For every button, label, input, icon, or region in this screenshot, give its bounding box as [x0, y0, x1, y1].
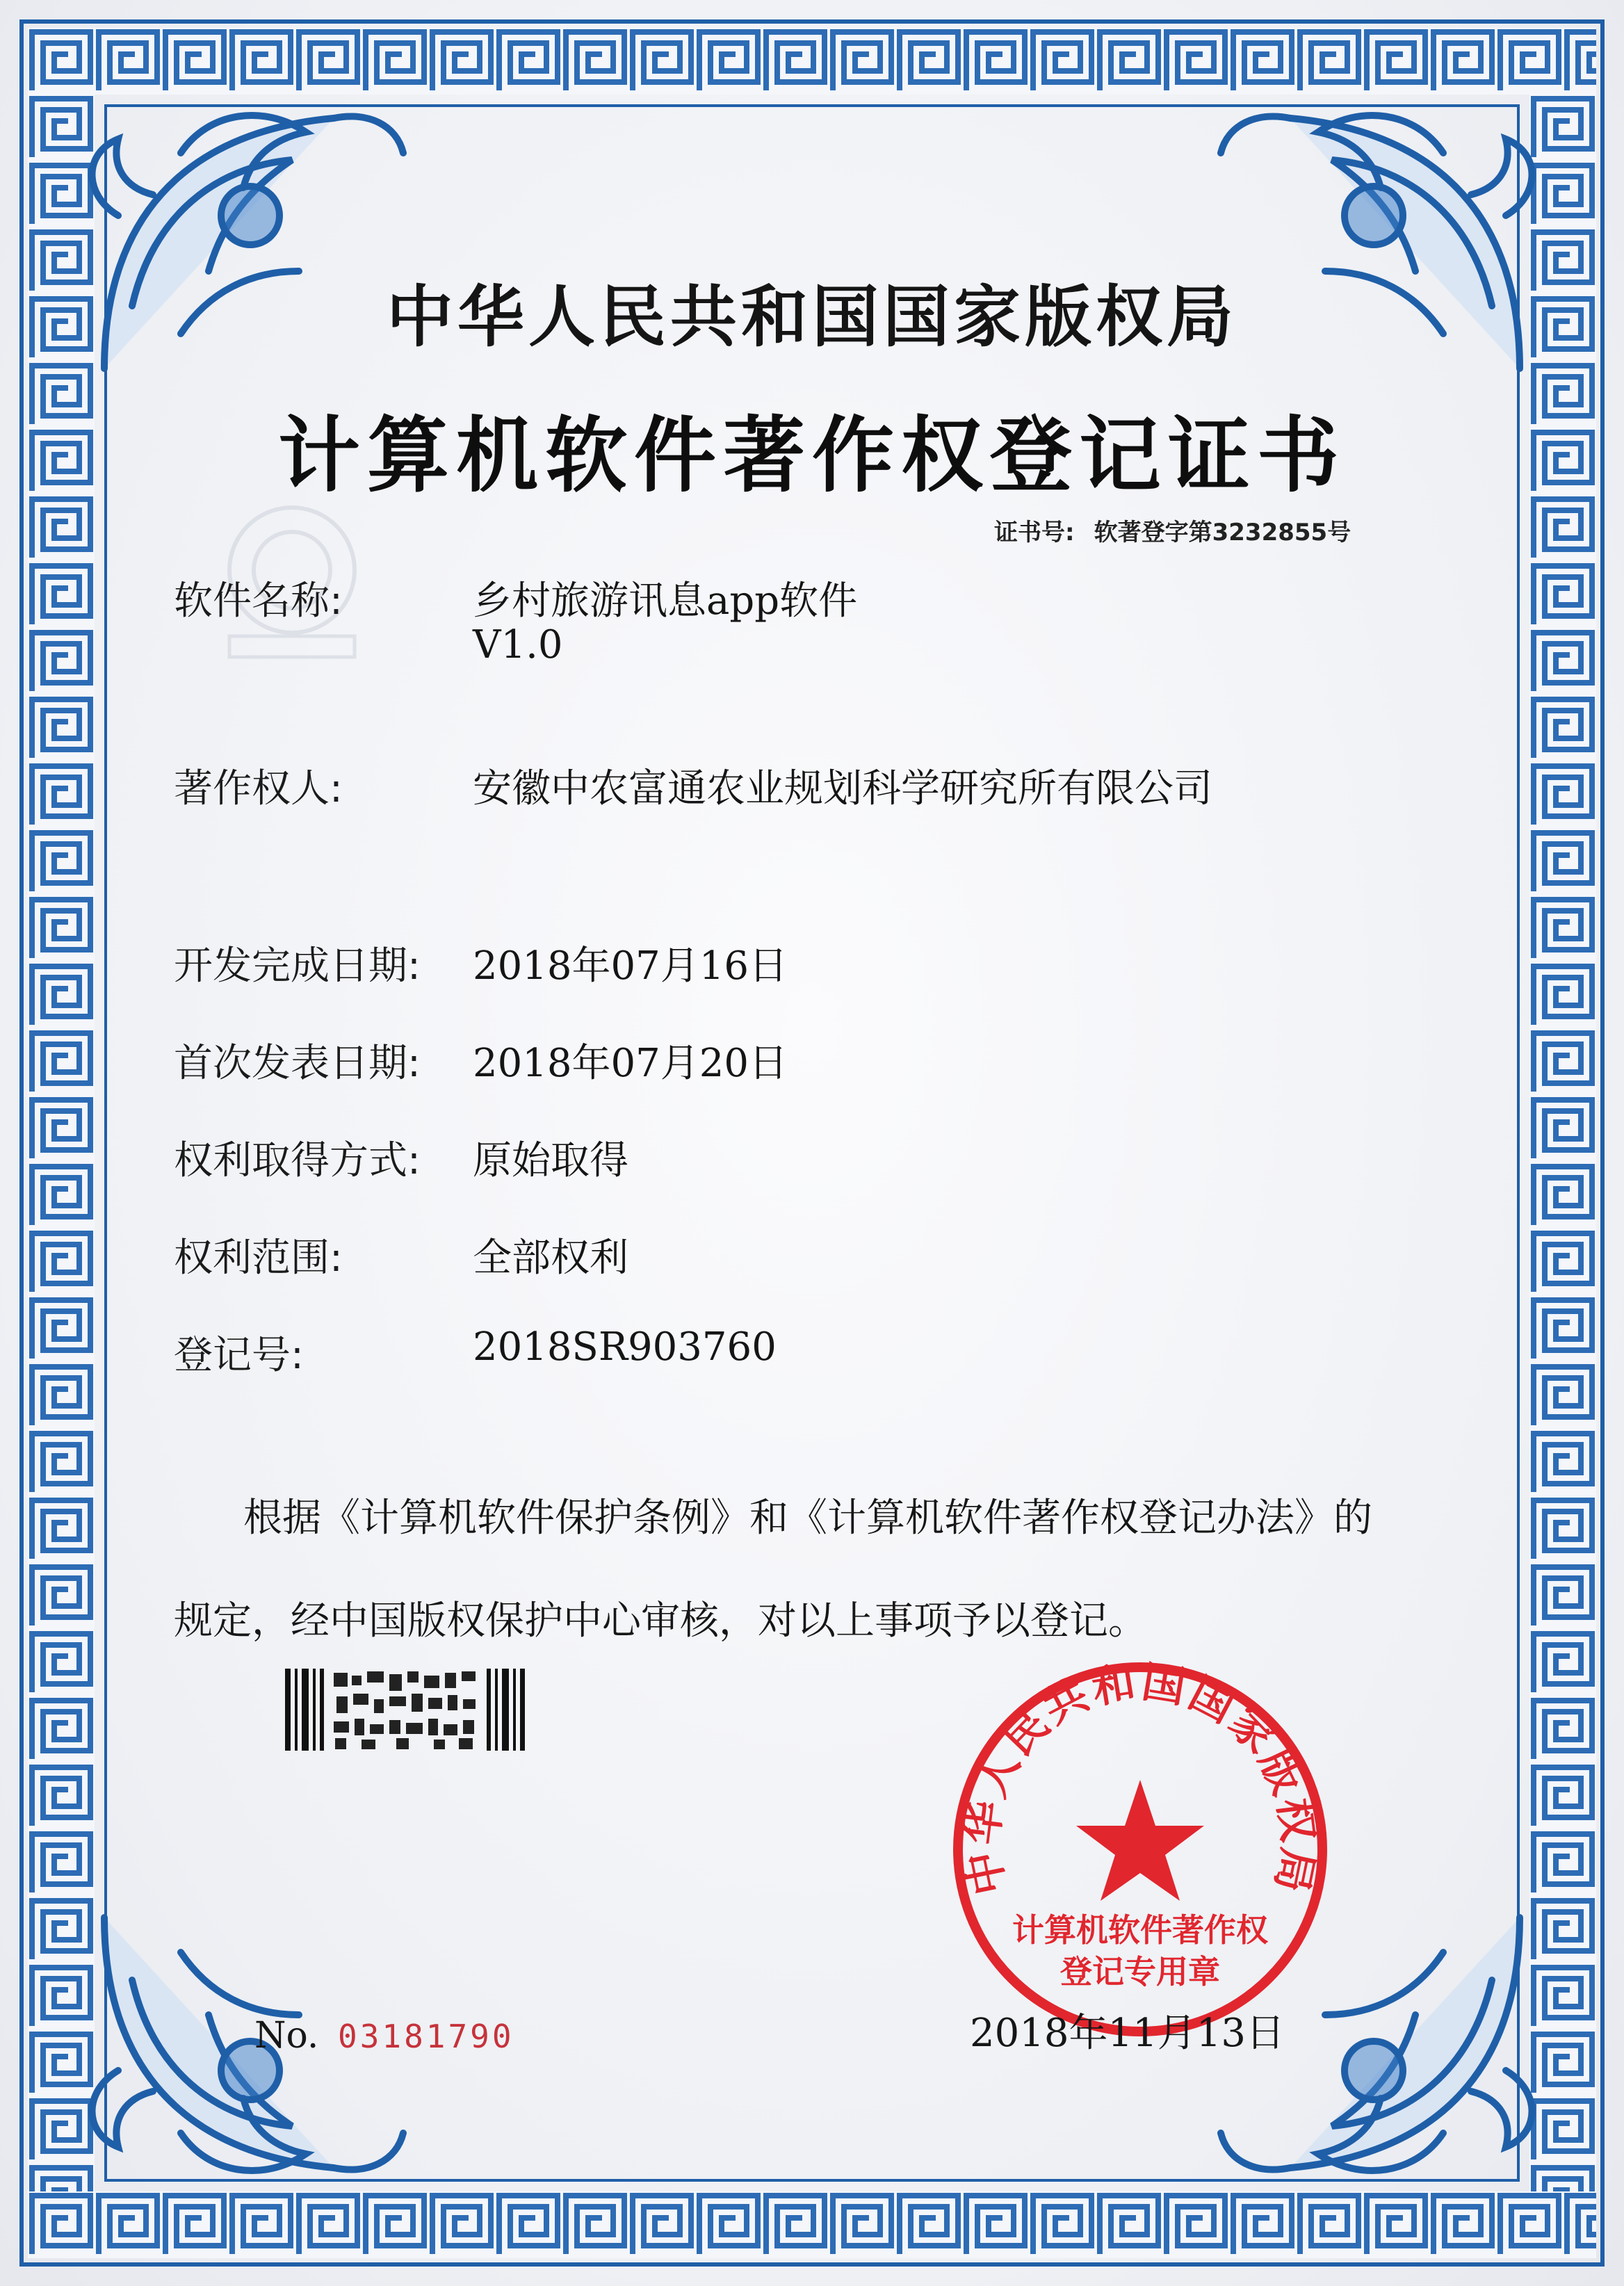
label-text: 开发完成日期:	[174, 943, 421, 989]
field-value-acquisition-method: 原始取得	[473, 1138, 628, 1183]
label-text: 软件名称:	[174, 578, 343, 624]
certificate-number-label: 证书号:	[994, 519, 1075, 546]
basis-line-1	[174, 1467, 1467, 1570]
field-label-rights-scope	[174, 1227, 431, 1283]
basis-text-1: 根据《计算机软件保护条例》和《计算机软件著作权登记办法》的	[243, 1495, 1372, 1541]
label-text: 登记号:	[174, 1333, 304, 1378]
field-value-publish-date: 2018年07月20日	[473, 1041, 788, 1086]
label-text: 权利取得方式:	[174, 1138, 421, 1183]
barcode-icon	[285, 1669, 525, 1751]
field-value-software-version: V1.0	[473, 622, 563, 667]
serial-number-value: 03181790	[338, 2018, 514, 2055]
field-value-software-name: 乡村旅游讯息app软件	[473, 578, 858, 624]
serial-number-label: No.	[254, 2015, 319, 2057]
field-label-registration-number	[174, 1324, 431, 1380]
official-seal	[945, 1655, 1335, 2044]
field-value-completion-date: 2018年07月16日	[473, 943, 788, 989]
field-label-completion-date	[174, 935, 431, 991]
field-value-registration-number: 2018SR903760	[473, 1324, 777, 1370]
issue-date: 2018年11月13日	[970, 2011, 1285, 2056]
corner-ornament-top-right	[1193, 42, 1582, 431]
seal-line-2: 登记专用章	[1060, 1953, 1220, 1991]
seal-line-1: 计算机软件著作权	[1012, 1911, 1268, 1949]
field-label-acquisition-method	[174, 1130, 431, 1185]
corner-ornament-top-left	[42, 42, 431, 431]
field-value-rights-scope: 全部权利	[473, 1235, 628, 1281]
field-label-publish-date	[174, 1032, 431, 1088]
registration-basis-paragraph	[174, 1467, 1467, 1673]
field-value-copyright-owner: 安徽中农富通农业规划科学研究所有限公司	[473, 766, 1212, 811]
certificate-number-value: 软著登字第3232855号	[1094, 519, 1351, 546]
label-text: 著作权人:	[174, 766, 343, 811]
certificate-number	[994, 513, 1370, 547]
label-text: 权利范围:	[174, 1235, 343, 1281]
certificate-title: 计算机软件著作权登记证书	[277, 407, 1346, 503]
seal-star-icon	[1076, 1780, 1204, 1901]
label-text: 首次发表日期:	[174, 1041, 421, 1086]
basis-line-2: 规定，经中国版权保护中心审核，对以上事项予以登记。	[174, 1598, 1147, 1644]
field-label-copyright-owner	[174, 758, 431, 813]
issuer-heading: 中华人民共和国国家版权局	[387, 278, 1237, 356]
seal-ring-text: 中华人民共和国国家版权局	[955, 1655, 1325, 1899]
field-label-software-name	[174, 570, 431, 626]
